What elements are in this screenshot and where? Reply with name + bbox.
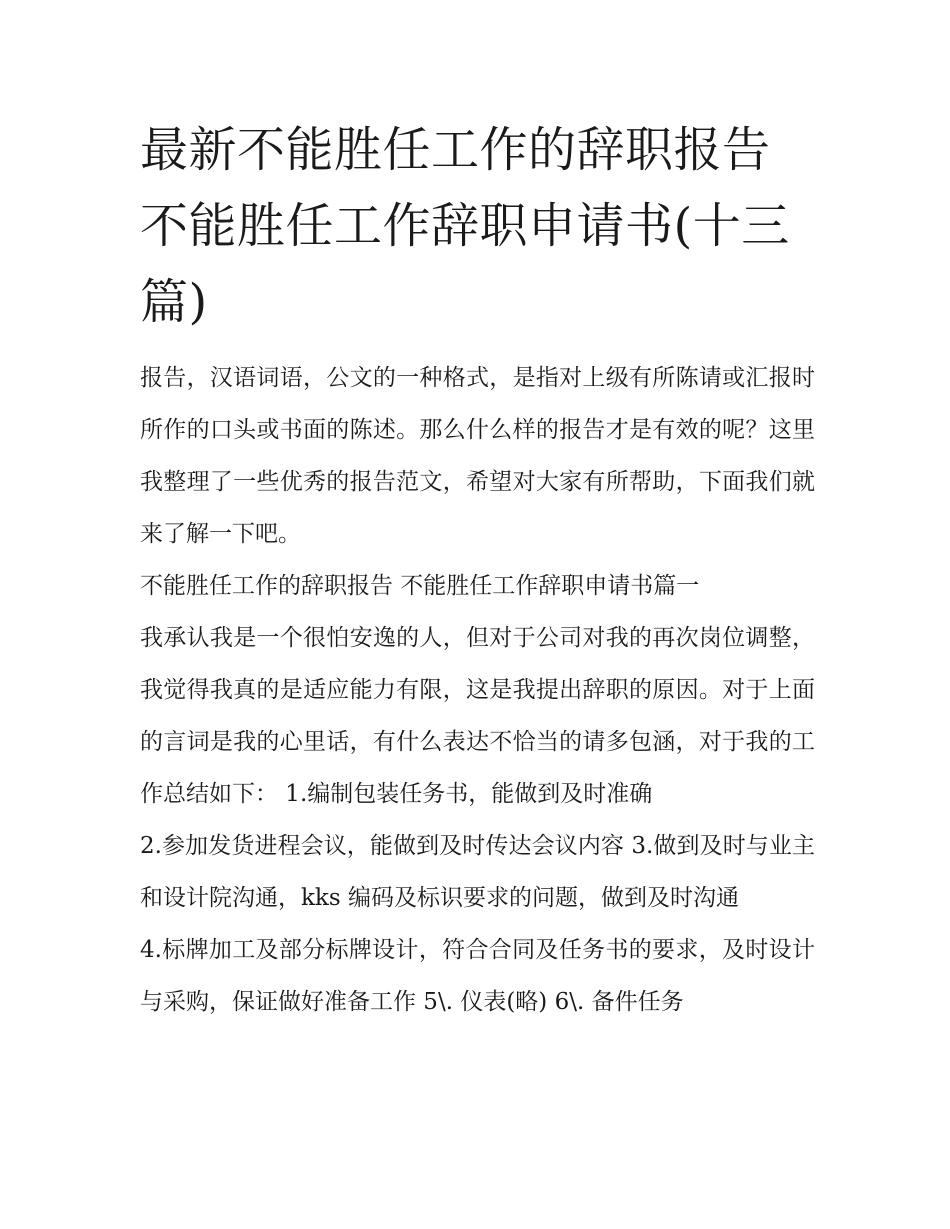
- body-paragraph: 2.参加发货进程会议，能做到及时传达会议内容 3.做到及时与业主和设计院沟通，kks 编码及标识要求的问题，做到及时沟通: [140, 833, 815, 911]
- intro-paragraph: 报告，汉语词语，公文的一种格式，是指对上级有所陈请或汇报时所作的口头或书面的陈述。那么什么样的报告才是有效的呢？这里我整理了一些优秀的报告范文，希望对大家有所帮助，下面我们就来了解一下吧。: [140, 365, 815, 547]
- section-heading: 不能胜任工作的辞职报告 不能胜任工作辞职申请书篇一: [140, 573, 700, 599]
- document-page: [140, 112, 815, 1028]
- body-paragraph: 我承认我是一个很怕安逸的人，但对于公司对我的再次岗位调整，我觉得我真的是适应能力有限，这是我提出辞职的原因。对于上面的言词是我的心里话，有什么表达不恰当的请多包涵，对于我的工作总结如下： 1.编制包装任务书，能做到及时准确: [140, 625, 815, 807]
- body-paragraph: 4.标牌加工及部分标牌设计，符合合同及任务书的要求，及时设计与采购，保证做好准备工作 5\. 仪表(略) 6\. 备件任务: [140, 937, 815, 1015]
- document-title: 最新不能胜任工作的辞职报告 不能胜任工作辞职申请书(十三篇): [140, 122, 790, 330]
